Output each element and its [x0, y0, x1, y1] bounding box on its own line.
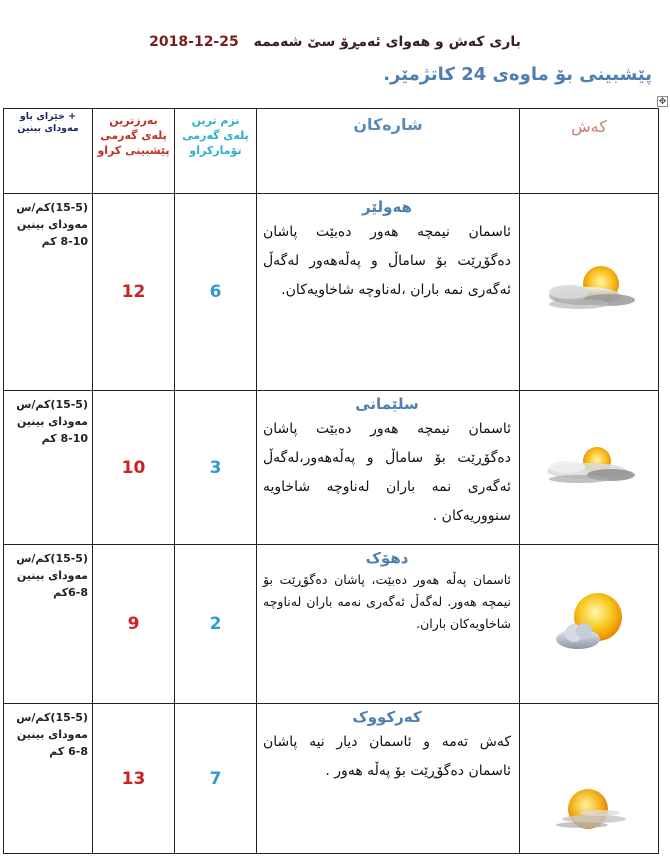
- visibility-label: مەودای بینین: [16, 218, 88, 231]
- min-temp: 2: [175, 545, 257, 704]
- forecast-table: [3, 108, 659, 854]
- title-text: باری کەش و هەوای ئەمڕۆ سێ شەممە: [253, 34, 521, 50]
- visibility-value: 6-8کم: [53, 586, 88, 599]
- max-temp: 12: [93, 194, 175, 391]
- visibility-value: 8-10 کم: [41, 235, 88, 248]
- hazy-sun-icon: [544, 783, 634, 839]
- min-temp: 3: [175, 391, 257, 545]
- weather-description: کەش تەمە و ئاسمان دیار نیە پاشان ئاسمان دەگۆڕێت بۆ پەڵە هەور .: [263, 734, 511, 779]
- forecast-subtitle: پێشبینی بۆ ماوەی 24 کاتژمێر.: [383, 64, 652, 85]
- sun-cloud-icon: [544, 591, 634, 657]
- weather-icon-cell: [520, 391, 659, 545]
- visibility-value: 6-8 کم: [49, 745, 88, 758]
- wind-visibility-cell: [4, 545, 93, 704]
- title-date: 2018-12-25: [149, 34, 239, 50]
- city-name: دهۆک: [365, 549, 409, 567]
- city-description-cell: [257, 545, 520, 704]
- header-wind-line2: مەودای بینین: [17, 123, 79, 134]
- header-wind: [4, 109, 93, 194]
- header-wind-line1: خێرای باو +: [19, 111, 77, 122]
- weather-description: ئاسمان پەڵە هەور دەبێت، پاشان دەگۆڕێت بۆ نیمچە هەور. لەگەڵ ئەگەری نەمە باران لەناوچە شاخاویەکان باران.: [263, 572, 511, 631]
- weather-icon-cell: [520, 545, 659, 704]
- header-cities: شارەکان: [257, 109, 520, 194]
- partly-cloudy-icon: [539, 262, 639, 322]
- header-min-line3: تۆمارکراو: [189, 144, 242, 157]
- visibility-label: مەودای بینین: [16, 728, 88, 741]
- wind-visibility-cell: [4, 704, 93, 854]
- min-temp: 6: [175, 194, 257, 391]
- city-description-cell: [257, 391, 520, 545]
- weather-description: ئاسمان نیمچە هەور دەبێت پاشان دەگۆڕێت بۆ ساماڵ و پەڵەهەور لەگەڵ ئەگەری نمە باران ،لەناوچە شاخاویەکان.: [263, 224, 511, 298]
- header-max-line1: بەرزترین: [109, 114, 158, 127]
- partly-cloudy-icon: [539, 443, 639, 493]
- min-temp: 7: [175, 704, 257, 854]
- header-max-temp: [93, 109, 175, 194]
- city-name: هەولێر: [362, 198, 412, 216]
- header-weather: کەش: [520, 109, 659, 194]
- weather-icon-cell: [520, 704, 659, 854]
- header-max-line2: پلەی گەرمی: [100, 129, 167, 142]
- max-temp: 10: [93, 391, 175, 545]
- header-max-line3: پێشبینی کراو: [97, 144, 170, 157]
- wind-speed: (15-5)کم/س: [16, 398, 88, 411]
- header-min-line1: نزم ترین: [191, 114, 240, 127]
- max-temp: 13: [93, 704, 175, 854]
- page-title: [0, 34, 670, 50]
- table-move-handle-icon[interactable]: ✥: [658, 97, 667, 107]
- city-description-cell: [257, 704, 520, 854]
- header-min-temp: [175, 109, 257, 194]
- wind-visibility-cell: [4, 194, 93, 391]
- wind-speed: (15-5)کم/س: [16, 201, 88, 214]
- table-row: [4, 391, 659, 545]
- wind-speed: (15-5)کم/س: [16, 711, 88, 724]
- visibility-label: مەودای بینین: [16, 569, 88, 582]
- table-header-row: [4, 109, 659, 194]
- table-row: [4, 194, 659, 391]
- weather-icon-cell: [520, 194, 659, 391]
- city-name: کەرکووک: [352, 708, 422, 726]
- visibility-value: 8-10 کم: [41, 432, 88, 445]
- header-min-line2: پلەی گەرمی: [182, 129, 249, 142]
- wind-speed: (15-5)کم/س: [16, 552, 88, 565]
- table-row: [4, 545, 659, 704]
- weather-description: ئاسمان نیمچە هەور دەبێت پاشان دەگۆڕێت بۆ ساماڵ و پەڵەهەور،لەگەڵ ئەگەری نمە باران لەناوچە شاخاویە سنووریەکان .: [263, 421, 511, 524]
- city-description-cell: [257, 194, 520, 391]
- city-name: سلێمانی: [355, 395, 419, 413]
- wind-visibility-cell: [4, 391, 93, 545]
- max-temp: 9: [93, 545, 175, 704]
- table-row: [4, 704, 659, 854]
- visibility-label: مەودای بینین: [16, 415, 88, 428]
